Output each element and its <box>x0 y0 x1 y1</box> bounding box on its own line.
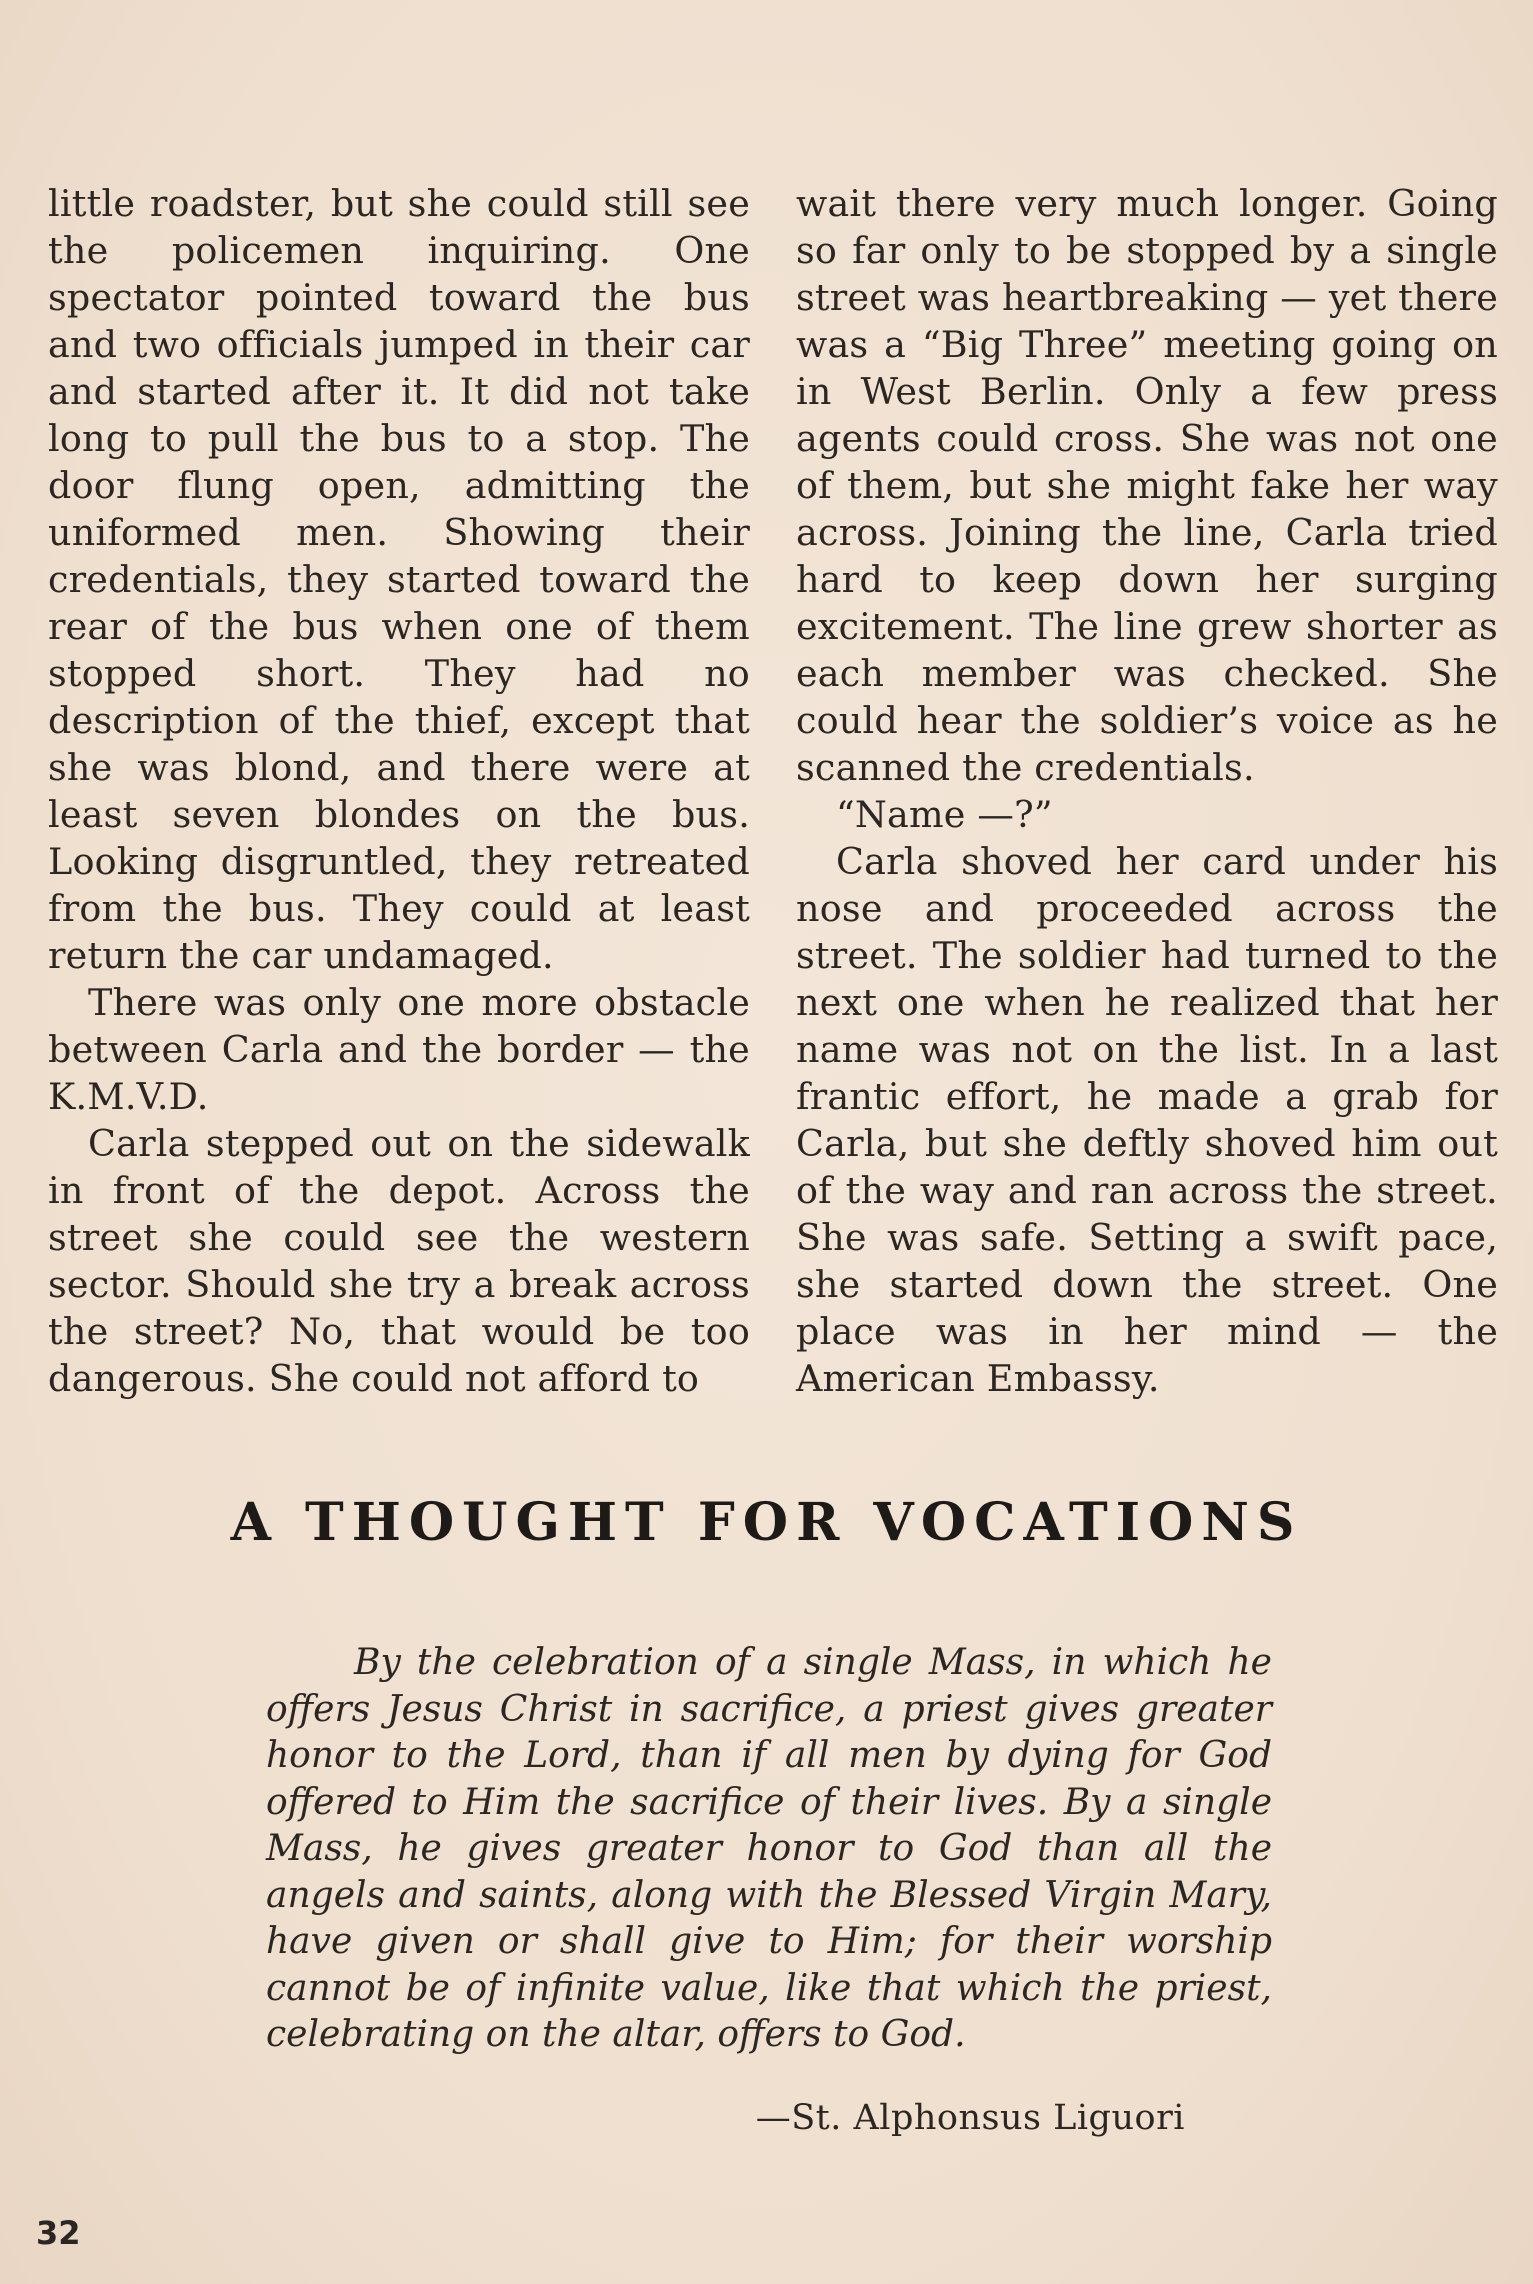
story-column-right <box>796 180 1498 1402</box>
paragraph: Carla shoved her card under his nose and proceeded across the street. The soldier had turned to the next one when he realized that her name was not on the list. In a last frantic effort, he made a grab for Carla, but she deftly shoved him out of the way and ran across the street. She was safe. Setting a swift pace, she started down the street. One place was in her mind — the American Embassy. <box>796 840 1498 1400</box>
paragraph: There was only one more obstacle between Carla and the border — the K.M.V.D. <box>48 981 750 1118</box>
quote-text: By the celebration of a single Mass, in which he offers Jesus Christ in sacrifice, a priest gives greater honor to the Lord, than if all men by dying for God offered to Him the sacrifice of their lives. By a single Mass, he gives greater honor to God than all the angels and saints, along with the Blessed Virgin Mary, have given or shall give to Him; for their worship cannot be of infinite value, like that which the priest, celebrating on the altar, offers to God. <box>266 1642 1272 2055</box>
paragraph: little roadster, but she could still see the policemen inquiring. One spectator pointed toward the bus and two officials jumped in their car and started after it. It did not take long to pull the bus to a stop. The door flung open, admitting the uniformed men. Showing their credentials, they started toward the rear of the bus when one of them stopped short. They had no description of the thief, except that she was blond, and there were at least seven blondes on the bus. Looking disgruntled, they retreated from the bus. They could at least return the car undamaged. <box>48 182 750 977</box>
quote-attribution: —St. Alphonsus Liguori <box>755 2098 1185 2138</box>
paragraph: “Name —?” <box>836 793 1053 836</box>
section-heading: A THOUGHT FOR VOCATIONS <box>230 1492 1303 1553</box>
paragraph: Carla stepped out on the sidewalk in front of the depot. Across the street she could see the western sector. Should she try a break across the street? No, that would be too dangerous. She could not afford to <box>48 1122 750 1400</box>
paragraph: wait there very much longer. Going so far only to be stopped by a single street was heartbreaking — yet there was a “Big Three” meeting going on in West Berlin. Only a few press agents could cross. She was not one of them, but she might fake her way across. Joining the line, Carla tried hard to keep down her surging excitement. The line grew shorter as each member was checked. She could hear the soldier’s voice as he scanned the credentials. <box>796 182 1498 789</box>
story-column-left <box>48 180 750 1402</box>
page-number: 32 <box>36 2214 81 2252</box>
